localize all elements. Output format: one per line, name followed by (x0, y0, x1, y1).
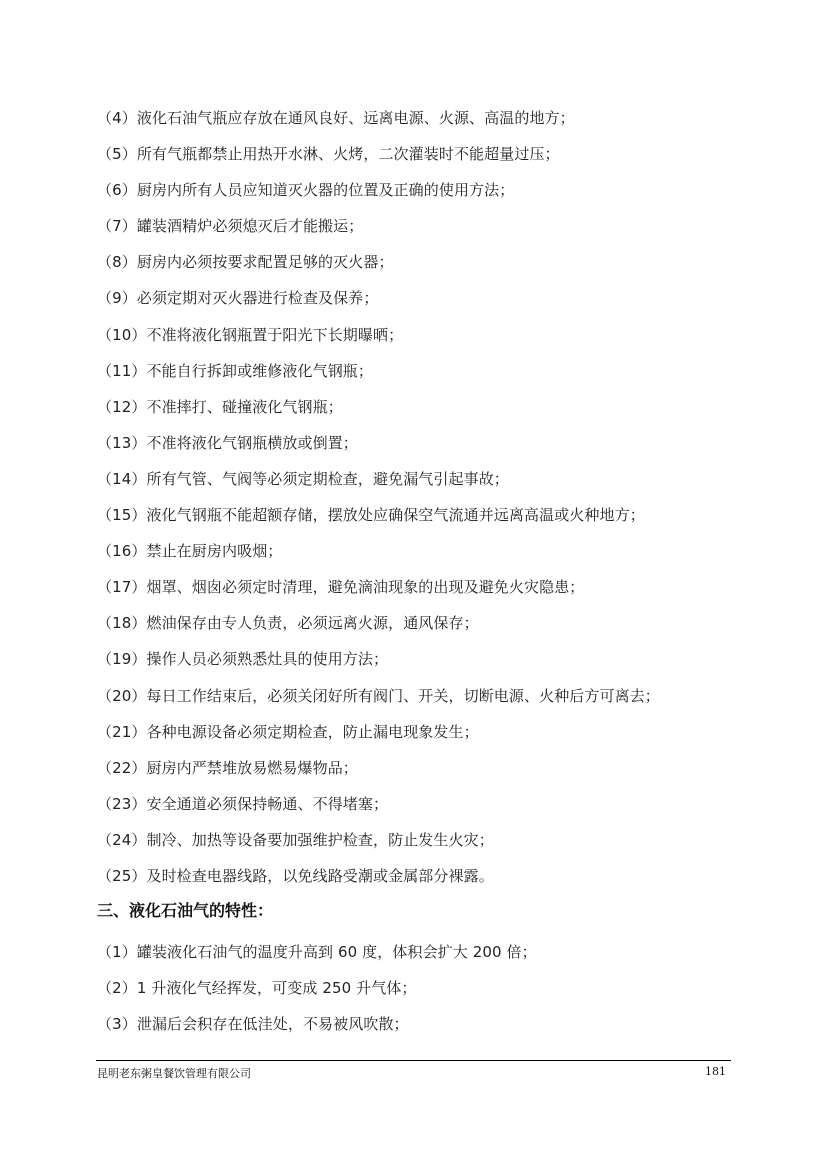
footer-company-name: 昆明老东粥皇餐饮管理有限公司 (97, 1067, 251, 1080)
list-item: （10）不准将液化钢瓶置于阳光下长期曝晒； (97, 325, 404, 344)
list-item: （23）安全通道必须保持畅通、不得堵塞； (97, 794, 389, 813)
list-item: （13）不准将液化气钢瓶横放或倒置； (97, 433, 358, 452)
list-item: （4）液化石油气瓶应存放在通风良好、远离电源、火源、高温的地方； (97, 109, 575, 127)
footer-divider (96, 1060, 731, 1061)
list-item: （16）禁止在厨房内吸烟； (97, 542, 283, 561)
list-item: （25）及时检查电器线路，以免线路受潮或金属部分裸露。 (97, 866, 494, 885)
list-item: （17）烟罩、烟囱必须定时清理，避免滴油现象的出现及避免火灾隐患； (97, 578, 585, 597)
list-item: （9）必须定期对灭火器进行检查及保养； (97, 289, 379, 308)
list-item: （8）厨房内必须按要求配置足够的灭火器； (97, 253, 394, 272)
list-item: （2）1 升液化气经挥发，可变成 250 升气体； (97, 979, 417, 998)
list-item: （12）不准摔打、碰撞液化气钢瓶； (97, 397, 343, 416)
list-item: （3）泄漏后会积存在低洼处，不易被风吹散； (97, 1015, 409, 1034)
page-content (97, 104, 737, 1046)
lpg-properties-list (97, 938, 737, 1046)
list-item: （7）罐装酒精炉必须熄灭后才能搬运； (97, 217, 364, 236)
list-item: （14）所有气管、气阀等必须定期检查，避免漏气引起事故； (97, 469, 509, 488)
list-item: （21）各种电源设备必须定期检查，防止漏电现象发生； (97, 722, 479, 741)
safety-rules-list (97, 104, 737, 898)
section-heading: 三、液化石油气的特性： (97, 901, 274, 921)
list-item: （5）所有气瓶都禁止用热开水淋、火烤，二次灌装时不能超量过压； (97, 145, 560, 164)
list-item: （1）罐装液化石油气的温度升高到 60 度，体积会扩大 200 倍； (97, 943, 537, 962)
list-item: （11）不能自行拆卸或维修液化气钢瓶； (97, 361, 373, 380)
list-item: （6）厨房内所有人员应知道灭火器的位置及正确的使用方法； (97, 181, 515, 200)
list-item: （18）燃油保存由专人负责，必须远离火源，通风保存； (97, 614, 479, 633)
list-item: （24）制冷、加热等设备要加强维护检查，防止发生火灾； (97, 830, 494, 849)
list-item: （22）厨房内严禁堆放易燃易爆物品； (97, 758, 358, 777)
list-item: （20）每日工作结束后，必须关闭好所有阀门、开关，切断电源、火种后方可离去； (97, 686, 660, 705)
footer-page-number: 181 (705, 1065, 726, 1078)
list-item: （15）液化气钢瓶不能超额存储，摆放处应确保空气流通并远离高温或火种地方； (97, 506, 645, 525)
list-item: （19）操作人员必须熟悉灶具的使用方法； (97, 650, 389, 669)
